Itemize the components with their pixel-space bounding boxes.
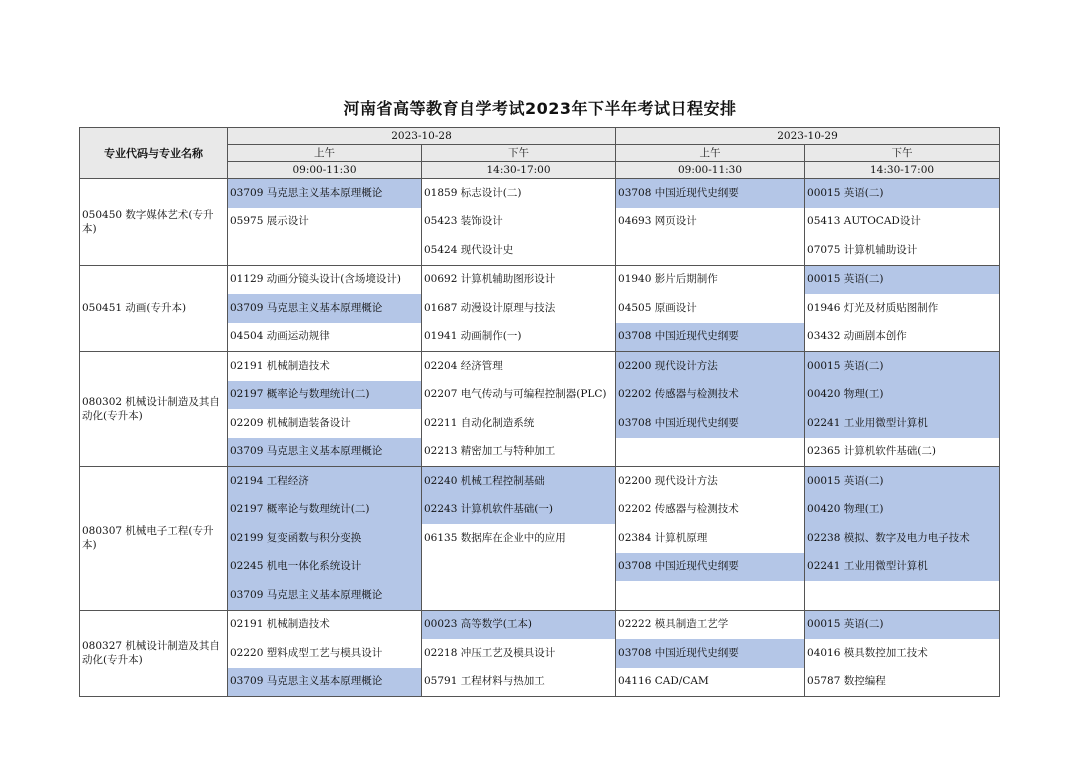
time-header: 09:00-11:30: [228, 162, 422, 179]
course-item-highlighted: 02238 模拟、数字及电力电子技术: [805, 524, 999, 553]
session-cell: [422, 467, 616, 611]
major-name: 050451 动画(专升本): [80, 265, 228, 352]
course-item-highlighted: 00015 英语(二): [805, 611, 999, 640]
session-header: 上午: [228, 145, 422, 162]
session-cell: [616, 265, 805, 352]
course-item: 01859 标志设计(二): [424, 186, 522, 199]
course-item: 04116 CAD/CAM: [618, 675, 709, 688]
course-item: 02218 冲压工艺及模具设计: [424, 646, 556, 659]
major-row: [80, 467, 1000, 611]
major-row: [80, 610, 1000, 697]
course-item: 04016 模具数控加工技术: [807, 646, 928, 659]
course-item: [422, 553, 615, 582]
course-item-highlighted: 00015 英语(二): [805, 467, 999, 496]
course-item-highlighted: 03708 中国近现代史纲要: [616, 409, 804, 438]
course-item-highlighted: 03708 中国近现代史纲要: [616, 323, 804, 352]
course-item: 05975 展示设计: [230, 215, 309, 228]
major-name: 080307 机械电子工程(专升本): [80, 467, 228, 611]
session-cell: [422, 352, 616, 467]
course-item: 02200 现代设计方法: [618, 474, 718, 487]
course-item: 02207 电气传动与可编程控制器(PLC): [424, 388, 607, 401]
course-item: 04693 网页设计: [618, 215, 697, 228]
course-item-highlighted: 02197 概率论与数理统计(二): [228, 381, 421, 410]
course-item: [228, 236, 421, 265]
session-cell: [805, 265, 1000, 352]
course-item: [616, 438, 804, 467]
course-item: 04505 原画设计: [618, 301, 697, 314]
session-cell: [422, 265, 616, 352]
session-cell: [422, 610, 616, 697]
course-item: 02202 传感器与检测技术: [618, 503, 739, 516]
course-item-highlighted: 03708 中国近现代史纲要: [616, 179, 804, 208]
course-item-highlighted: 00015 英语(二): [805, 266, 999, 295]
course-item-highlighted: 02194 工程经济: [228, 467, 421, 496]
course-item: 00692 计算机辅助图形设计: [424, 273, 556, 286]
course-item-highlighted: 03708 中国近现代史纲要: [616, 639, 804, 668]
course-item: 04504 动画运动规律: [230, 330, 330, 343]
session-cell: [805, 352, 1000, 467]
course-item: 02209 机械制造装备设计: [230, 416, 351, 429]
exam-schedule-table: [79, 127, 1000, 697]
course-item: 02211 自动化制造系统: [424, 416, 535, 429]
course-item: 05423 装饰设计: [424, 215, 503, 228]
session-cell: [805, 467, 1000, 611]
course-item: 03432 动画剧本创作: [807, 330, 907, 343]
course-item: [422, 581, 615, 610]
course-item-highlighted: 03709 马克思主义基本原理概论: [228, 179, 421, 208]
session-cell: [228, 179, 422, 266]
major-row: [80, 179, 1000, 266]
course-item: 07075 计算机辅助设计: [807, 243, 918, 256]
course-item: 01946 灯光及材质贴图制作: [807, 301, 939, 314]
course-item: [805, 581, 999, 610]
major-row: [80, 265, 1000, 352]
course-item-highlighted: 00420 物理(工): [805, 381, 999, 410]
course-item-highlighted: 03709 马克思主义基本原理概论: [228, 438, 421, 467]
course-item-highlighted: 02197 概率论与数理统计(二): [228, 496, 421, 525]
course-item-highlighted: 02200 现代设计方法: [616, 352, 804, 381]
time-header: 14:30-17:00: [422, 162, 616, 179]
session-cell: [805, 179, 1000, 266]
major-name: 050450 数字媒体艺术(专升本): [80, 179, 228, 266]
session-cell: [422, 179, 616, 266]
session-header: 下午: [422, 145, 616, 162]
course-item: 02220 塑料成型工艺与模具设计: [230, 646, 383, 659]
course-item: 02204 经济管理: [424, 359, 503, 372]
course-item: 02365 计算机软件基础(二): [807, 445, 936, 458]
course-item: 05413 AUTOCAD设计: [807, 215, 921, 228]
course-item: 05791 工程材料与热加工: [424, 675, 545, 688]
session-cell: [616, 179, 805, 266]
course-item-highlighted: 00023 高等数学(工本): [422, 611, 615, 640]
course-item-highlighted: 03708 中国近现代史纲要: [616, 553, 804, 582]
course-item-highlighted: 02243 计算机软件基础(一): [422, 496, 615, 525]
date-header-2: 2023-10-29: [616, 128, 1000, 145]
course-item: 01129 动画分镜头设计(含场境设计): [230, 273, 401, 286]
course-item: 06135 数据库在企业中的应用: [424, 531, 566, 544]
course-item: 01687 动漫设计原理与技法: [424, 301, 556, 314]
session-cell: [805, 610, 1000, 697]
session-cell: [228, 610, 422, 697]
page-title: 河南省高等教育自学考试2023年下半年考试日程安排: [343, 99, 737, 118]
course-item-highlighted: 02241 工业用微型计算机: [805, 553, 999, 582]
course-item: 02222 模具制造工艺学: [618, 618, 729, 631]
major-row: [80, 352, 1000, 467]
course-item: 02384 计算机原理: [618, 531, 708, 544]
course-item-highlighted: 02202 传感器与检测技术: [616, 381, 804, 410]
session-header: 上午: [616, 145, 805, 162]
course-item-highlighted: 03709 马克思主义基本原理概论: [228, 668, 421, 697]
major-column-header: 专业代码与专业名称: [80, 128, 228, 179]
session-cell: [228, 352, 422, 467]
course-item-highlighted: 03709 马克思主义基本原理概论: [228, 581, 421, 610]
course-item-highlighted: 00015 英语(二): [805, 179, 999, 208]
course-item: 02213 精密加工与特种加工: [424, 445, 556, 458]
course-item-highlighted: 02245 机电一体化系统设计: [228, 553, 421, 582]
session-header: 下午: [805, 145, 1000, 162]
course-item: 05424 现代设计史: [424, 243, 514, 256]
session-cell: [616, 352, 805, 467]
session-cell: [616, 467, 805, 611]
course-item-highlighted: 02241 工业用微型计算机: [805, 409, 999, 438]
course-item: 01941 动画制作(一): [424, 330, 522, 343]
course-item: 01940 影片后期制作: [618, 273, 718, 286]
course-item-highlighted: 02199 复变函数与积分变换: [228, 524, 421, 553]
course-item: 02191 机械制造技术: [230, 618, 330, 631]
course-item: [616, 236, 804, 265]
time-header: 09:00-11:30: [616, 162, 805, 179]
course-item-highlighted: 02240 机械工程控制基础: [422, 467, 615, 496]
date-header-1: 2023-10-28: [228, 128, 616, 145]
session-cell: [616, 610, 805, 697]
session-cell: [228, 467, 422, 611]
course-item: 02191 机械制造技术: [230, 359, 330, 372]
course-item: [616, 581, 804, 610]
course-item-highlighted: 00015 英语(二): [805, 352, 999, 381]
course-item-highlighted: 03709 马克思主义基本原理概论: [228, 294, 421, 323]
time-header: 14:30-17:00: [805, 162, 1000, 179]
major-name: 080302 机械设计制造及其自动化(专升本): [80, 352, 228, 467]
course-item-highlighted: 00420 物理(工): [805, 496, 999, 525]
session-cell: [228, 265, 422, 352]
major-name: 080327 机械设计制造及其自动化(专升本): [80, 610, 228, 697]
schedule-body: [80, 179, 1000, 697]
course-item: 05787 数控编程: [807, 675, 886, 688]
